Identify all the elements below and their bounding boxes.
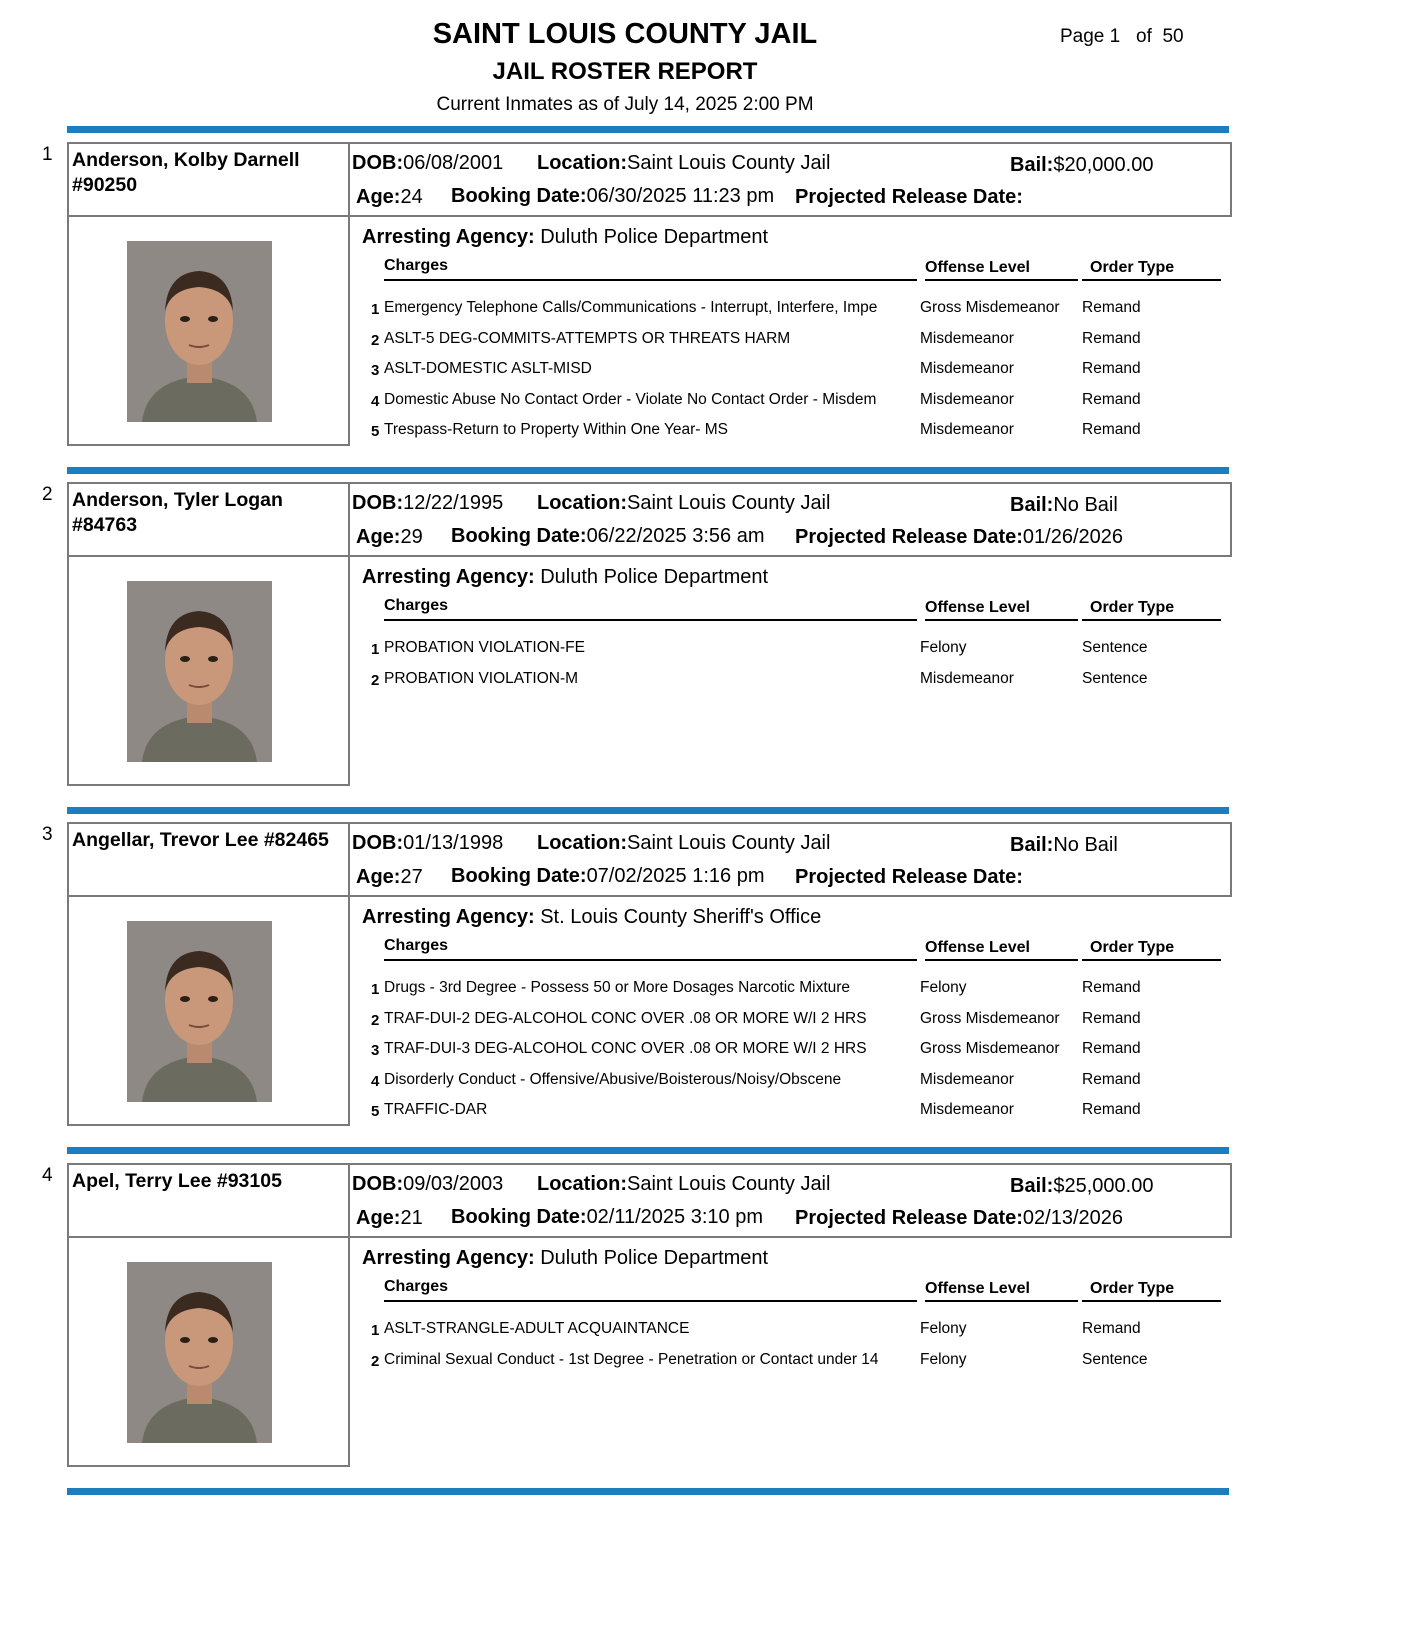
- charge-order-type: Remand: [1082, 329, 1141, 347]
- charge-row: [0, 1010, 1425, 1038]
- charge-index: 1: [371, 301, 380, 318]
- bail-field: [1010, 834, 1118, 857]
- agency-label: Arresting Agency:: [362, 226, 535, 248]
- charge-offense-level: Misdemeanor: [920, 329, 1014, 347]
- age-field: [356, 866, 423, 889]
- charge-row: [0, 1040, 1425, 1068]
- offense-level-header: Offense Level: [925, 599, 1030, 616]
- charge-description: Trespass-Return to Property Within One Year- MS: [384, 421, 729, 439]
- charge-description: TRAF-DUI-3 DEG-ALCOHOL CONC OVER .08 OR MORE W/I 2 HRS: [384, 1040, 867, 1058]
- agency-label: Arresting Agency:: [362, 1247, 535, 1269]
- dob-value: 09/03/2003: [403, 1173, 504, 1195]
- report-title: SAINT LOUIS COUNTY JAIL: [432, 18, 818, 50]
- record-number: 3: [42, 824, 53, 845]
- charges-header: Charges: [384, 257, 449, 274]
- dob-value: 06/08/2001: [403, 152, 504, 174]
- dob-field: [352, 832, 503, 855]
- location-value: Saint Louis County Jail: [627, 152, 831, 174]
- charge-offense-level: Felony: [920, 979, 967, 996]
- booking-field: [451, 865, 764, 888]
- location-label: Location:: [537, 832, 627, 854]
- charge-description: TRAFFIC-DAR: [384, 1101, 488, 1119]
- order-type-underline: [1082, 279, 1221, 281]
- bail-label: Bail:: [1010, 1175, 1054, 1197]
- charge-order-type: Remand: [1082, 1009, 1141, 1027]
- inmate-record: [0, 134, 1425, 454]
- age-label: Age:: [356, 526, 401, 548]
- agency-value: Duluth Police Department: [540, 226, 769, 248]
- charge-row: [0, 1101, 1425, 1129]
- divider-rule: [67, 467, 1229, 474]
- dob-value: 12/22/1995: [403, 492, 504, 514]
- charge-order-type: Remand: [1082, 979, 1141, 996]
- location-label: Location:: [537, 1173, 627, 1195]
- dob-field: [352, 492, 503, 515]
- charge-order-type: Remand: [1082, 421, 1141, 439]
- charge-order-type: Remand: [1082, 1040, 1141, 1058]
- charges-underline: [384, 959, 917, 961]
- record-number: 4: [42, 1165, 53, 1186]
- agency-value: Duluth Police Department: [540, 566, 769, 588]
- charge-description: ASLT-5 DEG-COMMITS-ATTEMPTS OR THREATS HARM: [384, 329, 791, 347]
- charge-index: 5: [371, 423, 380, 441]
- offense-level-underline: [925, 1300, 1078, 1302]
- charge-index: 5: [371, 1103, 380, 1121]
- charges-header: Charges: [384, 1278, 449, 1295]
- release-label: Projected Release Date:: [795, 526, 1023, 548]
- location-label: Location:: [537, 152, 627, 174]
- dob-label: DOB:: [352, 1173, 404, 1195]
- release-label: Projected Release Date:: [795, 1207, 1023, 1229]
- order-type-underline: [1082, 619, 1221, 621]
- charge-order-type: Remand: [1082, 299, 1141, 316]
- agency-label: Arresting Agency:: [362, 906, 535, 928]
- location-field: [537, 1173, 830, 1196]
- record-number: 1: [42, 144, 53, 165]
- charge-row: [0, 360, 1425, 388]
- bail-label: Bail:: [1010, 834, 1054, 856]
- charge-order-type: Remand: [1082, 1320, 1141, 1337]
- inmate-name: Apel, Terry Lee #93105: [72, 1170, 282, 1192]
- order-type-header: Order Type: [1090, 259, 1175, 276]
- charge-offense-level: Misdemeanor: [920, 1101, 1014, 1119]
- inmate-name: Angellar, Trevor Lee #82465: [72, 829, 329, 851]
- release-label: Projected Release Date:: [795, 186, 1023, 208]
- order-type-header: Order Type: [1090, 1280, 1175, 1297]
- order-type-header: Order Type: [1090, 939, 1175, 956]
- booking-field: [451, 185, 774, 208]
- charge-index: 2: [371, 1352, 380, 1370]
- name-box: [67, 1163, 350, 1238]
- agency-label: Arresting Agency:: [362, 566, 535, 588]
- location-field: [537, 492, 830, 515]
- dob-label: DOB:: [352, 492, 404, 514]
- offense-level-underline: [925, 619, 1078, 621]
- booking-value: 02/11/2025 3:10 pm: [586, 1206, 763, 1228]
- charge-row: [0, 670, 1425, 698]
- inmate-record: [0, 814, 1425, 1134]
- charge-order-type: Remand: [1082, 390, 1141, 408]
- booking-value: 06/30/2025 11:23 pm: [586, 185, 775, 207]
- booking-value: 07/02/2025 1:16 pm: [586, 865, 765, 887]
- charge-offense-level: Misdemeanor: [920, 421, 1014, 439]
- dob-field: [352, 1173, 503, 1196]
- booking-field: [451, 1206, 763, 1229]
- booking-value: 06/22/2025 3:56 am: [586, 525, 765, 547]
- page-number: Page 1 of 50: [1060, 26, 1184, 47]
- release-field: [795, 186, 1023, 209]
- charge-offense-level: Misdemeanor: [920, 1070, 1014, 1088]
- name-box: [67, 142, 350, 217]
- charge-order-type: Remand: [1082, 1101, 1141, 1119]
- booking-label: Booking Date:: [451, 185, 587, 207]
- charges-underline: [384, 279, 917, 281]
- charge-offense-level: Felony: [920, 1350, 967, 1368]
- charge-index: 4: [371, 1072, 380, 1090]
- age-label: Age:: [356, 1207, 401, 1229]
- order-type-underline: [1082, 1300, 1221, 1302]
- charges-underline: [384, 1300, 917, 1302]
- charge-description: Drugs - 3rd Degree - Possess 50 or More Dosages Narcotic Mixture: [384, 979, 851, 996]
- bail-value: $20,000.00: [1053, 154, 1154, 176]
- charge-description: Criminal Sexual Conduct - 1st Degree - Penetration or Contact under 14: [384, 1350, 879, 1368]
- charge-row: [0, 391, 1425, 419]
- bail-value: $25,000.00: [1053, 1175, 1154, 1197]
- arresting-agency: [362, 906, 821, 929]
- release-field: [795, 866, 1023, 889]
- record-number: 2: [42, 484, 53, 505]
- charges-header: Charges: [384, 597, 449, 614]
- charge-offense-level: Misdemeanor: [920, 390, 1014, 408]
- order-type-underline: [1082, 959, 1221, 961]
- charge-row: [0, 979, 1425, 1007]
- dob-label: DOB:: [352, 832, 404, 854]
- offense-level-header: Offense Level: [925, 1280, 1030, 1297]
- divider-rule: [67, 1147, 1229, 1154]
- bail-field: [1010, 494, 1118, 517]
- booking-label: Booking Date:: [451, 525, 587, 547]
- charges-header: Charges: [384, 937, 449, 954]
- offense-level-underline: [925, 959, 1078, 961]
- charge-description: Emergency Telephone Calls/Communications - Interrupt, Interfere, Impe: [384, 299, 878, 316]
- charge-offense-level: Felony: [920, 1320, 967, 1337]
- charge-description: TRAF-DUI-2 DEG-ALCOHOL CONC OVER .08 OR MORE W/I 2 HRS: [384, 1009, 867, 1027]
- offense-level-underline: [925, 279, 1078, 281]
- inmate-record: [0, 474, 1425, 794]
- charge-index: 3: [371, 362, 380, 380]
- location-value: Saint Louis County Jail: [627, 492, 831, 514]
- charge-index: 1: [371, 1322, 380, 1339]
- location-value: Saint Louis County Jail: [627, 832, 831, 854]
- inmate-name: Anderson, Kolby Darnell #90250: [72, 149, 300, 196]
- charge-index: 1: [371, 981, 380, 998]
- release-field: [795, 1207, 1123, 1230]
- charge-row: [0, 421, 1425, 449]
- age-label: Age:: [356, 186, 401, 208]
- charge-row: [0, 330, 1425, 358]
- charges-underline: [384, 619, 917, 621]
- charge-index: 2: [371, 671, 380, 689]
- age-label: Age:: [356, 866, 401, 888]
- order-type-header: Order Type: [1090, 599, 1175, 616]
- location-value: Saint Louis County Jail: [627, 1173, 831, 1195]
- arresting-agency: [362, 226, 768, 249]
- age-value: 29: [400, 526, 423, 548]
- dob-value: 01/13/1998: [403, 832, 504, 854]
- dob-field: [352, 152, 503, 175]
- charge-row: [0, 1071, 1425, 1099]
- age-value: 24: [400, 186, 423, 208]
- charge-order-type: Remand: [1082, 1070, 1141, 1088]
- charge-order-type: Sentence: [1082, 639, 1148, 656]
- charge-offense-level: Gross Misdemeanor: [920, 1009, 1060, 1027]
- charge-description: Domestic Abuse No Contact Order - Violate No Contact Order - Misdem: [384, 390, 877, 408]
- dob-label: DOB:: [352, 152, 404, 174]
- booking-field: [451, 525, 764, 548]
- offense-level-header: Offense Level: [925, 259, 1030, 276]
- name-box: [67, 482, 350, 557]
- charge-order-type: Remand: [1082, 360, 1141, 378]
- charge-offense-level: Misdemeanor: [920, 360, 1014, 378]
- bail-value: No Bail: [1053, 834, 1118, 856]
- charge-index: 2: [371, 1011, 380, 1029]
- charge-row: [0, 1351, 1425, 1379]
- charge-description: PROBATION VIOLATION-FE: [384, 639, 585, 656]
- arresting-agency: [362, 1247, 768, 1270]
- agency-value: Duluth Police Department: [540, 1247, 769, 1269]
- charge-index: 3: [371, 1042, 380, 1060]
- charge-index: 4: [371, 392, 380, 410]
- age-field: [356, 1207, 423, 1230]
- charge-description: Disorderly Conduct - Offensive/Abusive/Boisterous/Noisy/Obscene: [384, 1070, 842, 1088]
- age-field: [356, 526, 423, 549]
- charge-description: ASLT-DOMESTIC ASLT-MISD: [384, 360, 592, 378]
- bail-field: [1010, 1175, 1153, 1198]
- release-field: [795, 526, 1123, 549]
- charge-offense-level: Felony: [920, 639, 967, 656]
- charge-row: [0, 1320, 1425, 1348]
- agency-value: St. Louis County Sheriff's Office: [540, 906, 822, 928]
- bail-field: [1010, 154, 1153, 177]
- divider-rule: [67, 807, 1229, 814]
- release-value: 02/13/2026: [1022, 1207, 1123, 1229]
- location-label: Location:: [537, 492, 627, 514]
- charge-offense-level: Gross Misdemeanor: [920, 1040, 1060, 1058]
- charge-description: ASLT-STRANGLE-ADULT ACQUAINTANCE: [384, 1320, 690, 1337]
- arresting-agency: [362, 566, 768, 589]
- report-as-of: Current Inmates as of July 14, 2025 2:00 PM: [436, 94, 814, 115]
- location-field: [537, 152, 830, 175]
- booking-label: Booking Date:: [451, 1206, 587, 1228]
- charge-index: 1: [371, 641, 380, 658]
- bail-label: Bail:: [1010, 494, 1054, 516]
- charge-row: [0, 299, 1425, 327]
- release-label: Projected Release Date:: [795, 866, 1023, 888]
- charge-description: PROBATION VIOLATION-M: [384, 669, 579, 687]
- charge-row: [0, 639, 1425, 667]
- inmate-record: [0, 1155, 1425, 1475]
- bail-label: Bail:: [1010, 154, 1054, 176]
- divider-rule: [67, 126, 1229, 133]
- name-box: [67, 822, 350, 897]
- age-value: 27: [400, 866, 423, 888]
- charge-offense-level: Misdemeanor: [920, 669, 1014, 687]
- charge-order-type: Sentence: [1082, 1350, 1148, 1368]
- charge-index: 2: [371, 331, 380, 349]
- divider-rule: [67, 1488, 1229, 1495]
- location-field: [537, 832, 830, 855]
- inmate-name: Anderson, Tyler Logan #84763: [72, 489, 283, 536]
- booking-label: Booking Date:: [451, 865, 587, 887]
- charge-order-type: Sentence: [1082, 669, 1148, 687]
- report-subtitle: JAIL ROSTER REPORT: [492, 58, 758, 85]
- age-value: 21: [400, 1207, 423, 1229]
- offense-level-header: Offense Level: [925, 939, 1030, 956]
- release-value: 01/26/2026: [1022, 526, 1123, 548]
- charge-offense-level: Gross Misdemeanor: [920, 299, 1060, 316]
- age-field: [356, 186, 423, 209]
- bail-value: No Bail: [1053, 494, 1118, 516]
